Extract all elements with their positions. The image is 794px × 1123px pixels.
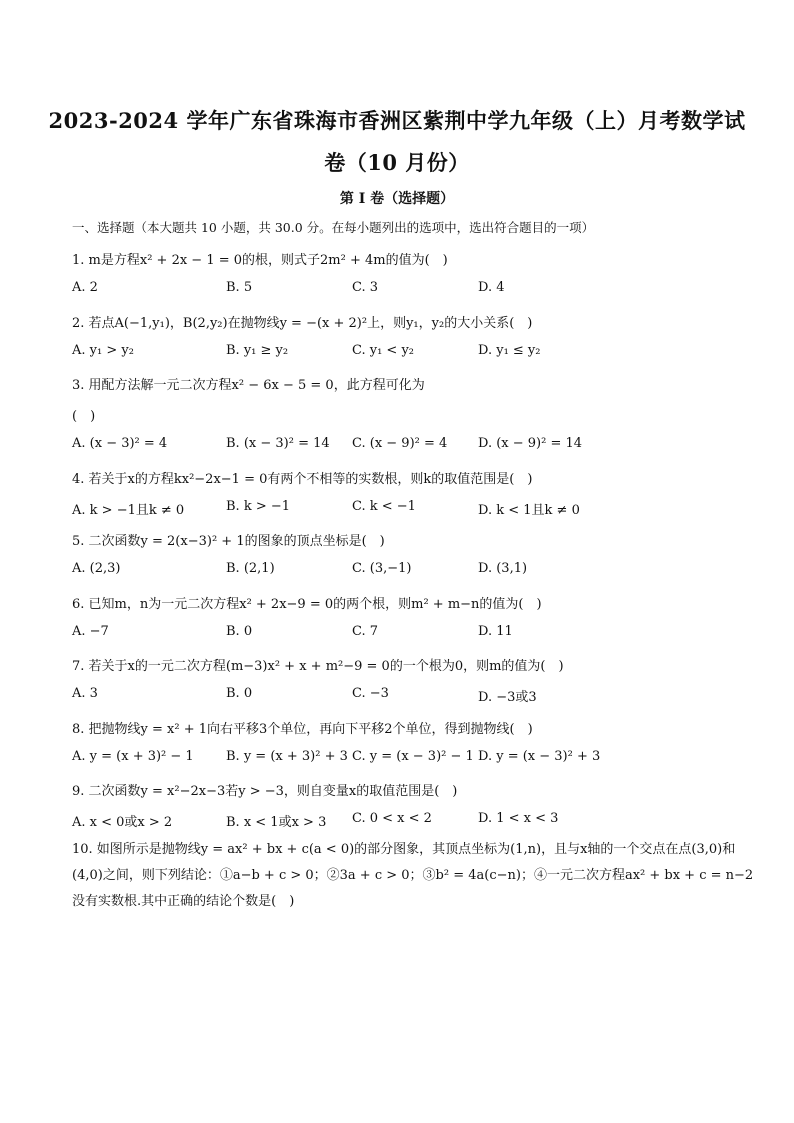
question-2-stem: 2. 若点A(−1,y₁)，B(2,y₂)在抛物线y = −(x + 2)²上，则y₁，y₂的大小关系( ) [72,316,533,331]
option-d[interactable]: D. k < 1且k ≠ 0 [478,503,580,518]
question-4-stem: 4. 若关于x的方程kx²−2x−1 = 0有两个不相等的实数根，则k的取值范围是( ) [72,472,533,487]
option-b[interactable]: B. 0 [226,624,253,639]
option-a[interactable]: A. 3 [72,686,98,701]
exam-title-line-1: 2023-2024 学年广东省珠海市香洲区紫荆中学九年级（上）月考数学试 [48,108,746,133]
option-a[interactable]: A. 2 [72,280,98,295]
question-3-stem: 3. 用配方法解一元二次方程x² − 6x − 5 = 0，此方程可化为 [72,378,425,393]
option-c[interactable]: C. (x − 9)² = 4 [352,436,448,451]
question-3-options [72,436,772,456]
section-instructions: 一、选择题（本大题共 10 小题，共 30.0 分。在每小题列出的选项中，选出符合题目的一项） [72,220,595,235]
option-a[interactable]: A. (2,3) [72,561,121,576]
option-b[interactable]: B. 5 [226,280,253,295]
option-a[interactable]: A. −7 [72,624,109,639]
option-d[interactable]: D. 11 [478,624,513,639]
exam-title-line-2: 卷（10 月份） [324,150,470,175]
option-d[interactable]: D. (x − 9)² = 14 [478,436,583,451]
option-c[interactable]: C. y = (x − 3)² − 1 [352,749,474,764]
question-4-options [72,499,772,519]
option-d[interactable]: D. y₁ ≤ y₂ [478,343,541,358]
option-b[interactable]: B. (x − 3)² = 14 [226,436,330,451]
option-b[interactable]: B. (2,1) [226,561,275,576]
option-c[interactable]: C. k < −1 [352,499,416,514]
option-a[interactable]: A. y₁ > y₂ [72,343,134,358]
option-c[interactable]: C. 0 < x < 2 [352,811,432,826]
option-b[interactable]: B. y₁ ≥ y₂ [226,343,289,358]
option-c[interactable]: C. 7 [352,624,379,639]
question-2-options [72,343,772,363]
question-5-stem: 5. 二次函数y = 2(x−3)² + 1的图象的顶点坐标是( ) [72,534,385,549]
question-1-options [72,280,772,300]
option-d[interactable]: D. 4 [478,280,505,295]
question-10-stem: 10. 如图所示是抛物线y = ax² + bx + c(a < 0)的部分图象，其顶点坐标为(1,n)，且与x轴的一个交点在点(3,0)和(4,0)之间，则下列结论：①a−b + c > 0；②3a + c > 0；③b² = 4a(c−n)；④一元二次方程ax² + bx + c = n−2没有实数根.其中正确的结论个数是( ) [72,842,754,909]
option-d[interactable]: D. y = (x − 3)² + 3 [478,749,601,764]
question-9-stem: 9. 二次函数y = x²−2x−3若y > −3，则自变量x的取值范围是( ) [72,784,458,799]
option-c[interactable]: C. y₁ < y₂ [352,343,415,358]
option-d[interactable]: D. 1 < x < 3 [478,811,559,826]
option-b[interactable]: B. x < 1或x > 3 [226,815,327,830]
question-9-options [72,811,772,831]
option-c[interactable]: C. (3,−1) [352,561,412,576]
option-d[interactable]: D. (3,1) [478,561,528,576]
volume-heading: 第 I 卷（选择题） [339,191,455,207]
question-6-stem: 6. 已知m，n为一元二次方程x² + 2x−9 = 0的两个根，则m² + m−n的值为( ) [72,597,542,612]
question-5-options [72,561,772,581]
question-3-stem-cont: ( ) [72,409,96,424]
option-c[interactable]: C. 3 [352,280,379,295]
option-a[interactable]: A. y = (x + 3)² − 1 [72,749,194,764]
question-1-stem: 1. m是方程x² + 2x − 1 = 0的根，则式子2m² + 4m的值为( ) [72,253,448,268]
option-d[interactable]: D. −3或3 [478,690,537,705]
question-7-stem: 7. 若关于x的一元二次方程(m−3)x² + x + m²−9 = 0的一个根为0，则m的值为( ) [72,659,564,674]
question-6-options [72,624,772,644]
question-8-stem: 8. 把抛物线y = x² + 1向右平移3个单位，再向下平移2个单位，得到抛物线( ) [72,722,533,737]
question-7-options [72,686,772,706]
option-a[interactable]: A. k > −1且k ≠ 0 [72,503,185,518]
option-a[interactable]: A. x < 0或x > 2 [72,815,173,830]
option-a[interactable]: A. (x − 3)² = 4 [72,436,168,451]
option-b[interactable]: B. 0 [226,686,253,701]
question-8-options [72,749,772,769]
option-b[interactable]: B. y = (x + 3)² + 3 [226,749,348,764]
option-b[interactable]: B. k > −1 [226,499,291,514]
option-c[interactable]: C. −3 [352,686,389,701]
